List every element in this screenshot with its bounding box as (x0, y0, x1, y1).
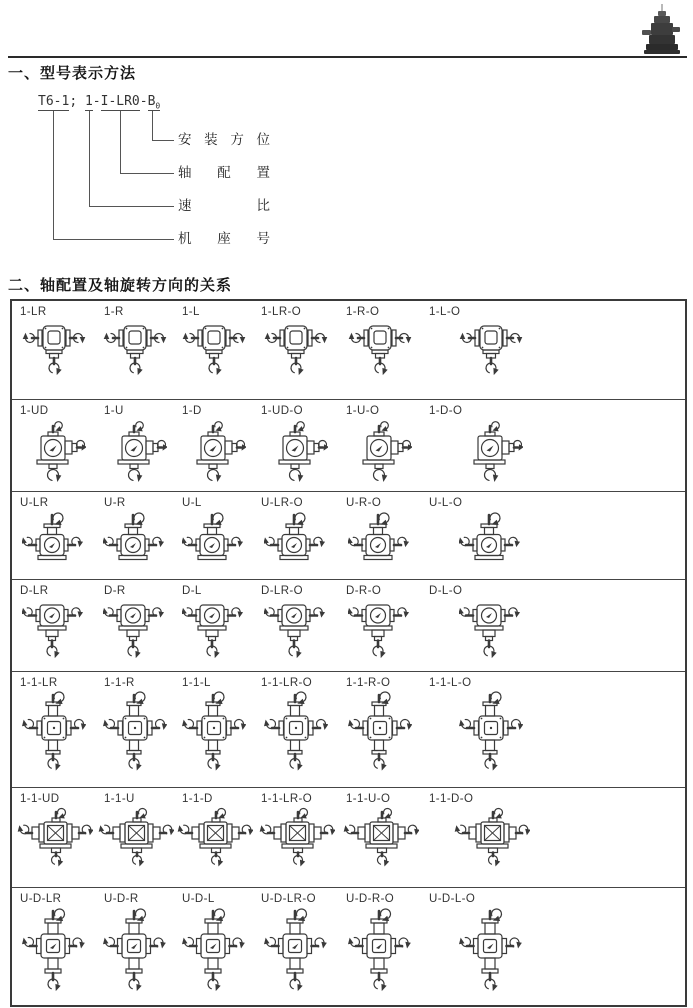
model-code (38, 94, 160, 111)
gearbox-horizontal-icon (341, 806, 419, 868)
config-code-label: 1-UD-O (261, 405, 304, 417)
config-code-label: D-LR (20, 585, 49, 597)
config-code-label: 1-L-O (429, 306, 461, 318)
table-row (12, 579, 685, 671)
config-code-label: 1-U (104, 405, 124, 417)
config-cell (253, 672, 338, 787)
config-code-label: 1-1-U (104, 793, 135, 805)
callout-line-vertical (152, 111, 153, 140)
config-code-label: U-D-LR-O (261, 893, 316, 905)
callout-line-horizontal (89, 206, 174, 207)
model-code-segment: $B_0$ (147, 94, 161, 111)
config-cell (12, 400, 96, 491)
config-cell (421, 400, 561, 491)
config-code-label: 1-1-LR-O (261, 793, 313, 805)
config-cell (421, 301, 561, 399)
table-row (12, 671, 685, 787)
table-row (12, 787, 685, 887)
config-code-label: 1-LR-O (261, 306, 302, 318)
config-cell (174, 301, 253, 399)
gearbox-down-icon (182, 598, 246, 660)
model-code-segment: 1 (84, 94, 93, 109)
table-row (12, 301, 685, 399)
config-code-label: 1-1-D (182, 793, 213, 805)
config-code-label: 1-D-O (429, 405, 463, 417)
config-cell (338, 788, 421, 887)
config-code-label: 1-1-L-O (429, 677, 472, 689)
gearbox-cross-icon (182, 690, 246, 772)
callout-label (178, 231, 270, 247)
callout-line-vertical (53, 111, 54, 239)
config-code-label: 1-1-U-O (346, 793, 391, 805)
config-code-label: 1-UD (20, 405, 49, 417)
callout-char: 位 (256, 132, 270, 147)
config-code-label: 1-1-LR (20, 677, 58, 689)
config-code-label: D-LR-O (261, 585, 304, 597)
gearbox-top-lr-icon (22, 319, 86, 377)
callout-char: 装 (204, 132, 218, 147)
config-code-label: 1-L (182, 306, 200, 318)
gearbox-cross-icon (22, 690, 86, 772)
gearbox-side-ud-icon (459, 418, 523, 484)
config-code-label: 1-R-O (346, 306, 380, 318)
config-code-label: U-R (104, 497, 126, 509)
config-cell (96, 492, 174, 579)
config-cell (338, 580, 421, 671)
callout-line-horizontal (53, 239, 174, 240)
config-code-label: 1-1-L (182, 677, 211, 689)
config-cell (12, 888, 96, 1001)
gearbox-horizontal-icon (96, 806, 174, 868)
gearbox-horizontal-icon (452, 806, 530, 868)
config-code-label: U-L-O (429, 497, 463, 509)
gearbox-cross-icon (264, 690, 328, 772)
config-cell (174, 400, 253, 491)
config-cell (421, 580, 561, 671)
config-cell (96, 580, 174, 671)
config-code-label: 1-1-R (104, 677, 135, 689)
callout-label (178, 132, 270, 148)
gearbox-side-ud-icon (348, 418, 412, 484)
config-cell (12, 672, 96, 787)
gearbox-down-icon (103, 598, 167, 660)
gearbox-down-icon (459, 598, 523, 660)
config-cell (12, 492, 96, 579)
config-cell (96, 888, 174, 1001)
config-code-label: U-LR (20, 497, 49, 509)
callout-line-horizontal (120, 173, 174, 174)
gearbox-down-icon (22, 598, 86, 660)
config-cell (12, 301, 96, 399)
config-cell (338, 888, 421, 1001)
config-cell (253, 788, 338, 887)
config-code-label: U-D-L (182, 893, 215, 905)
config-cell (338, 400, 421, 491)
callout-line-vertical (120, 111, 121, 173)
config-cell (174, 672, 253, 787)
config-code-label: 1-1-UD (20, 793, 60, 805)
gearbox-side-ud-icon (182, 418, 246, 484)
config-code-label: 1-D (182, 405, 202, 417)
config-code-label: U-D-R-O (346, 893, 395, 905)
gearbox-top-lr-icon (103, 319, 167, 377)
config-cell (421, 672, 561, 787)
config-cell (338, 301, 421, 399)
callout-char: 座 (217, 231, 231, 246)
config-code-label: D-L (182, 585, 202, 597)
table-row (12, 399, 685, 491)
model-code-segment: I-LR0 (100, 94, 140, 109)
gearbox-vertical-icon (22, 906, 86, 992)
config-cell (253, 400, 338, 491)
gearbox-cross-icon (103, 690, 167, 772)
config-cell (338, 492, 421, 579)
config-cell (253, 888, 338, 1001)
gearbox-up-icon (264, 510, 328, 572)
callout-line-vertical (89, 111, 90, 206)
config-code-label: D-R-O (346, 585, 382, 597)
config-cell (421, 788, 561, 887)
model-code-separator: ; (69, 94, 85, 109)
callout-line-horizontal (152, 140, 174, 141)
config-table (10, 299, 687, 1007)
gearbox-up-icon (459, 510, 523, 572)
config-cell (253, 301, 338, 399)
header-rule (8, 56, 687, 58)
config-code-label: U-D-R (104, 893, 139, 905)
gearbox-horizontal-icon (175, 806, 253, 868)
config-cell (253, 580, 338, 671)
config-cell (96, 301, 174, 399)
gearbox-cross-icon (459, 690, 523, 772)
gearbox-down-icon (348, 598, 412, 660)
callout-char: 配 (217, 165, 231, 180)
config-code-label: U-R-O (346, 497, 382, 509)
callout-char: 轴 (178, 165, 192, 180)
config-code-label: 1-U-O (346, 405, 380, 417)
gearbox-top-lr-icon (182, 319, 246, 377)
config-code-label: 1-1-D-O (429, 793, 474, 805)
config-code-label: D-R (104, 585, 126, 597)
callout-char: 方 (230, 132, 244, 147)
callout-char: 置 (256, 165, 270, 180)
gearbox-up-icon (348, 510, 412, 572)
gearbox-up-icon (182, 510, 246, 572)
gearbox-product-photo (640, 3, 684, 62)
model-code-separator: - (92, 94, 101, 109)
gearbox-top-lr-icon (348, 319, 412, 377)
gearbox-photo-icon (640, 3, 684, 57)
gearbox-up-icon (103, 510, 167, 572)
config-code-label: U-L (182, 497, 202, 509)
gearbox-cross-icon (348, 690, 412, 772)
config-cell (174, 580, 253, 671)
config-cell (174, 492, 253, 579)
callout-char: 号 (256, 231, 270, 246)
gearbox-vertical-icon (182, 906, 246, 992)
config-cell (421, 492, 561, 579)
config-cell (96, 400, 174, 491)
callout-label (178, 165, 270, 181)
config-code-label: 1-R (104, 306, 124, 318)
model-code-segment: T6-1 (38, 94, 70, 109)
section1-heading: 一、型号表示方法 (8, 65, 137, 82)
config-cell (12, 580, 96, 671)
config-cell (96, 672, 174, 787)
gearbox-side-ud-icon (22, 418, 86, 484)
gearbox-top-lr-icon (459, 319, 523, 377)
table-row (12, 491, 685, 579)
gearbox-vertical-icon (264, 906, 328, 992)
gearbox-up-icon (22, 510, 86, 572)
config-cell (12, 788, 96, 887)
config-code-label: U-LR-O (261, 497, 304, 509)
callout-char: 速 (178, 198, 192, 213)
section2-heading: 二、轴配置及轴旋转方向的关系 (8, 277, 233, 294)
config-code-label: U-D-LR (20, 893, 62, 905)
gearbox-horizontal-icon (257, 806, 335, 868)
table-row (12, 887, 685, 1001)
config-code-label: 1-LR (20, 306, 47, 318)
config-cell (96, 788, 174, 887)
config-code-label: 1-1-R-O (346, 677, 391, 689)
config-cell (253, 492, 338, 579)
config-cell (421, 888, 561, 1001)
gearbox-top-lr-icon (264, 319, 328, 377)
gearbox-side-ud-icon (264, 418, 328, 484)
callout-char: 机 (178, 231, 192, 246)
gearbox-vertical-icon (103, 906, 167, 992)
callout-char: 安 (178, 132, 192, 147)
config-code-label: 1-1-LR-O (261, 677, 313, 689)
config-cell (174, 788, 253, 887)
gearbox-vertical-icon (348, 906, 412, 992)
gearbox-down-icon (264, 598, 328, 660)
gearbox-side-ud-icon (103, 418, 167, 484)
callout-char: 比 (256, 198, 270, 213)
model-code-diagram (38, 94, 278, 264)
config-cell (338, 672, 421, 787)
config-cell (174, 888, 253, 1001)
gearbox-horizontal-icon (15, 806, 93, 868)
gearbox-vertical-icon (459, 906, 523, 992)
config-code-label: U-D-L-O (429, 893, 476, 905)
config-code-label: D-L-O (429, 585, 463, 597)
model-code-separator: - (139, 94, 148, 109)
callout-label (178, 198, 270, 214)
